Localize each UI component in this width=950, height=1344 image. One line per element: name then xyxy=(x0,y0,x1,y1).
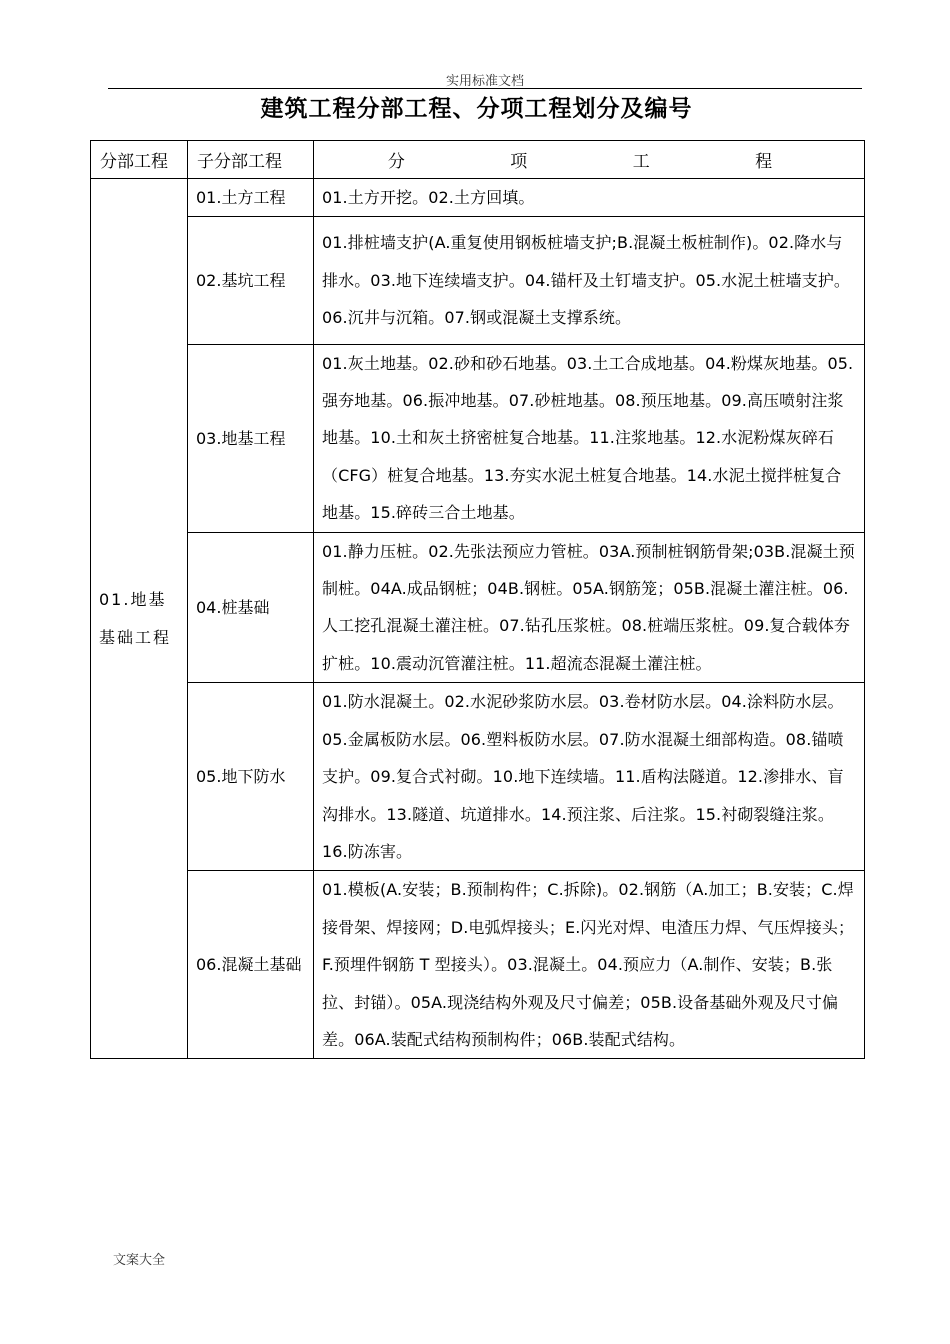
page-footer: 文案大全 xyxy=(113,1253,166,1268)
table-row xyxy=(91,217,865,344)
division-table xyxy=(90,140,865,1059)
items-cell: 01.排桩墙支护(A.重复使用钢板桩墙支护;B.混凝土板桩制作)。02.降水与排水。03.地下连续墙支护。04.锚杆及土钉墙支护。05.水泥土桩墙支护。06.沉井与沉箱。07.钢或混凝土支撑系统。 xyxy=(314,217,865,344)
subdivision-cell: 03.地基工程 xyxy=(188,344,314,532)
subdivision-cell: 05.地下防水 xyxy=(188,683,314,871)
document-title: 建筑工程分部工程、分项工程划分及编号 xyxy=(260,96,693,122)
subdivision-cell: 01.土方工程 xyxy=(188,179,314,217)
table-row xyxy=(91,344,865,532)
subdivision-cell: 02.基坑工程 xyxy=(188,217,314,344)
table-row xyxy=(91,683,865,871)
column-header-items: 分 项 工 程 xyxy=(314,141,865,179)
table-row xyxy=(91,871,865,1059)
running-header: 实用标准文档 xyxy=(445,74,524,89)
items-cell: 01.静力压桩。02.先张法预应力管桩。03A.预制桩钢筋骨架;03B.混凝土预制桩。04A.成品钢桩；04B.钢桩。05A.钢筋笼；05B.混凝土灌注桩。06.人工挖孔混凝土灌注桩。07.钻孔压浆桩。08.桩端压浆桩。09.复合载体夯扩桩。10.震动沉管灌注桩。11.超流态混凝土灌注桩。 xyxy=(314,532,865,683)
subdivision-cell: 04.桩基础 xyxy=(188,532,314,683)
subdivision-cell: 06.混凝土基础 xyxy=(188,871,314,1059)
column-header-subdivision: 子分部工程 xyxy=(188,141,314,179)
table-row xyxy=(91,179,865,217)
items-cell: 01.防水混凝土。02.水泥砂浆防水层。03.卷材防水层。04.涂料防水层。05.金属板防水层。06.塑料板防水层。07.防水混凝土细部构造。08.锚喷支护。09.复合式衬砌。10.地下连续墙。11.盾构法隧道。12.渗排水、盲沟排水。13.隧道、坑道排水。14.预注浆、后注浆。15.衬砌裂缝注浆。16.防冻害。 xyxy=(314,683,865,871)
items-cell: 01.土方开挖。02.土方回填。 xyxy=(314,179,865,217)
division-name-cell: 01.地基基础工程 xyxy=(91,179,188,1059)
column-header-division: 分部工程 xyxy=(91,141,188,179)
table-row xyxy=(91,532,865,683)
items-cell: 01.模板(A.安装；B.预制构件；C.拆除)。02.钢筋（A.加工；B.安装；C.焊接骨架、焊接网；D.电弧焊接头；E.闪光对焊、电渣压力焊、气压焊接头；F.预埋件钢筋 T 型接头）。03.混凝土。04.预应力（A.制作、安装；B.张拉、封锚）。05A.现浇结构外观及尺寸偏差；05B.设备基础外观及尺寸偏差。06A.装配式结构预制构件；06B.装配式结构。 xyxy=(314,871,865,1059)
header-rule xyxy=(108,88,862,89)
items-cell: 01.灰土地基。02.砂和砂石地基。03.土工合成地基。04.粉煤灰地基。05.强夯地基。06.振冲地基。07.砂桩地基。08.预压地基。09.高压喷射注浆地基。10.土和灰土挤密桩复合地基。11.注浆地基。12.水泥粉煤灰碎石（CFG）桩复合地基。13.夯实水泥土桩复合地基。14.水泥土搅拌桩复合地基。15.碎砖三合土地基。 xyxy=(314,344,865,532)
table-header-row xyxy=(91,141,865,179)
